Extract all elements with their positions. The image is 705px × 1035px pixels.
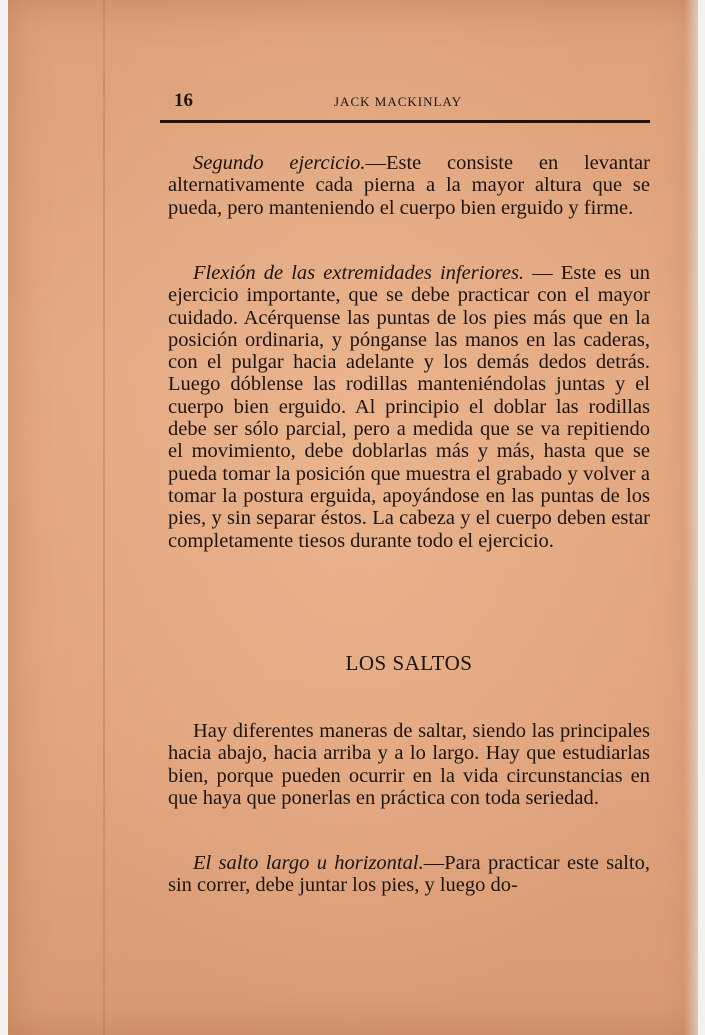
- paragraph-text: Hay diferentes maneras de saltar, siendo las principales hacia abajo, hacia arriba y a lo largo. Hay que estudiarlas bien, porque pueden ocurrir en la vida circunstancias en que haya que ponerlas en práctica con toda seriedad.: [168, 720, 650, 809]
- book-page: [8, 0, 698, 1035]
- running-head: JACK MACKINLAY: [334, 94, 463, 109]
- paragraph-text: —Este consiste en levantar alternativamente cada pierna a la mayor altura que se pueda, pero manteniendo el cuerpo bien erguido y firme.: [168, 152, 650, 219]
- paragraph-lead: Segundo ejercicio.: [193, 152, 366, 174]
- paragraph-saltos-intro: [168, 720, 650, 809]
- paragraph-lead: Flexión de las extremidades inferiores.: [193, 262, 525, 284]
- paragraph-salto-largo: [168, 852, 650, 897]
- paragraph-text: —Para practicar este salto, sin correr, debe juntar los pies, y luego do-: [168, 852, 650, 897]
- paragraph-text: — Este es un ejercicio importante, que se debe practicar con el mayor cuidado. Acérquense las puntas de los pies más que en la posición ordinaria, y pónganse las manos en las caderas, con el pulgar hacia adelante y los demás dedos detrás. Luego dóblense las rodillas manteniéndolas juntas y el cuerpo bien erguido. Al principio el doblar las rodillas debe ser sólo parcial, pero a medida que se va repitiendo el movimiento, debe doblarlas más y más, hasta que se pueda tomar la posición que muestra el grabado y volver a tomar la postura erguida, apoyándose en las puntas de los pies, y sin separar éstos. La cabeza y el cuerpo deben estar completamente tiesos durante todo el ejercicio.: [168, 262, 650, 552]
- paragraph-segundo-ejercicio: [168, 152, 650, 219]
- page-number: 16: [174, 90, 193, 111]
- section-heading: LOS SALTOS: [345, 651, 473, 675]
- page-header: [160, 86, 650, 123]
- paragraph-flexion: [168, 262, 650, 552]
- paragraph-lead: El salto largo u horizontal.: [193, 852, 424, 874]
